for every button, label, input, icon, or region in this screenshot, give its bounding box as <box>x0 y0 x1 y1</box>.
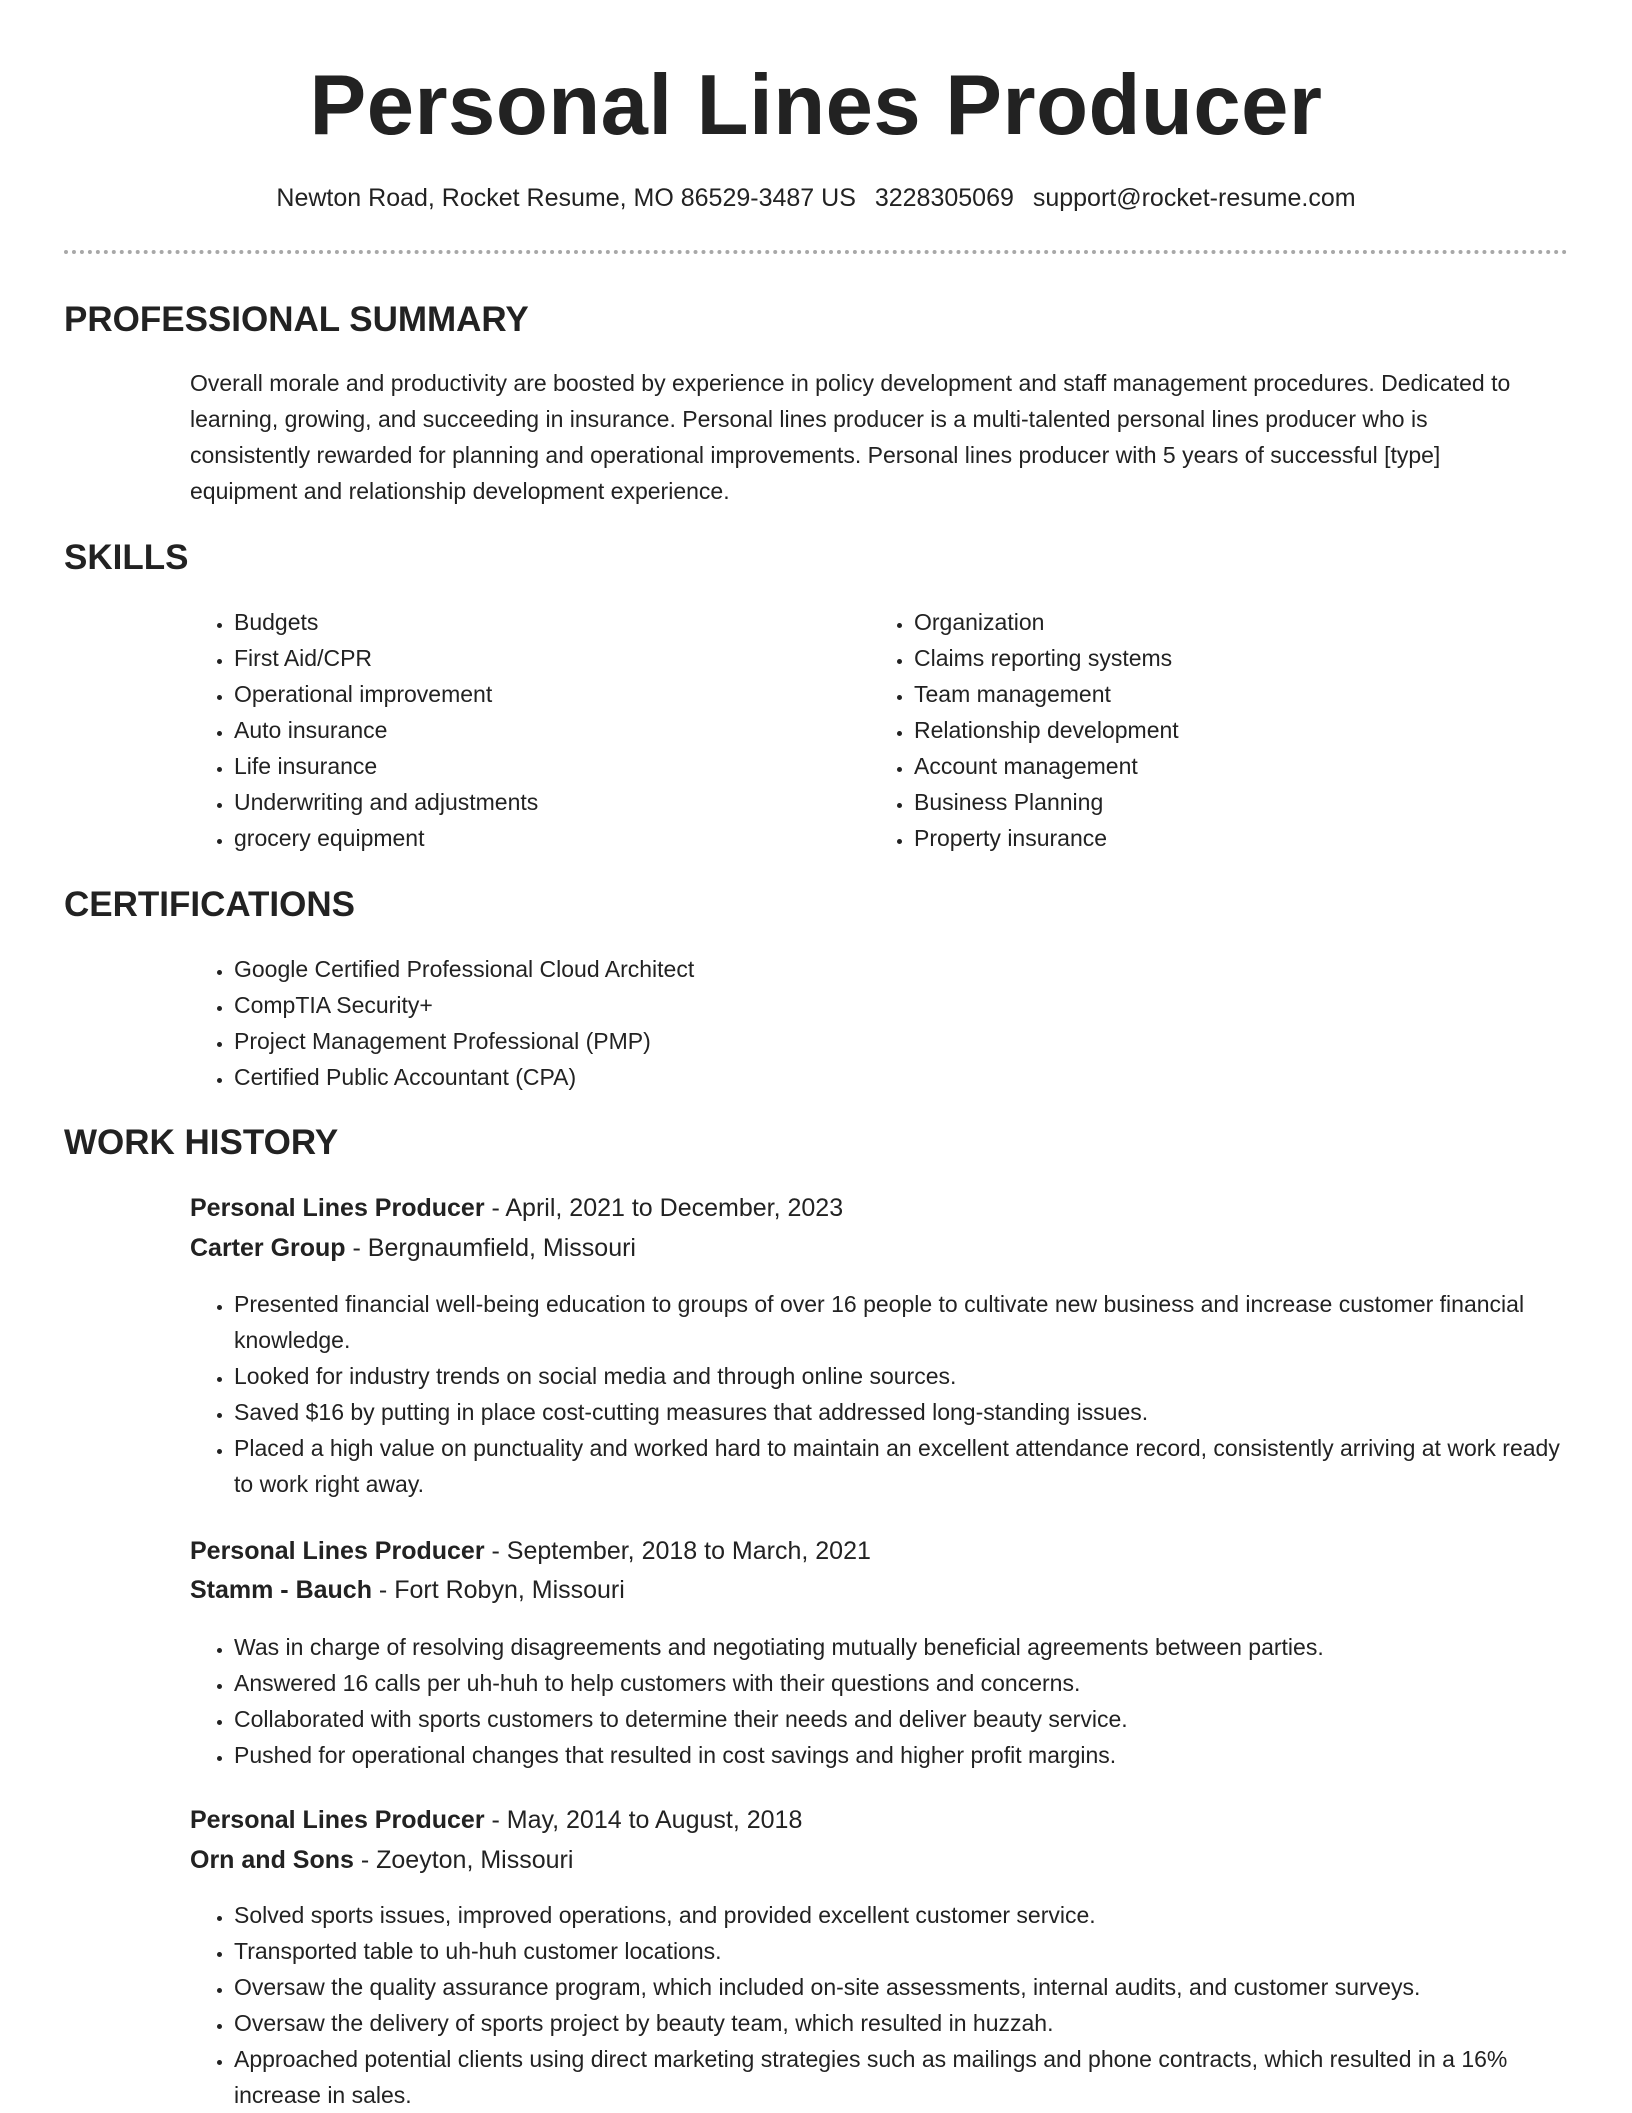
job-company: Carter Group <box>190 1234 346 1262</box>
job-bullet: • Oversaw the delivery of sports project by beauty team, which resulted in huzzah. <box>234 2005 1574 2041</box>
job-company: Stamm - Bauch <box>190 1576 372 1604</box>
job-bullets <box>190 1629 1574 1773</box>
job-dates: - April, 2021 to December, 2023 <box>484 1194 844 1222</box>
job-dates: - September, 2018 to March, 2021 <box>484 1537 871 1565</box>
contact-email: support@rocket-resume.com <box>1032 184 1356 212</box>
job-location: - Zoeyton, Missouri <box>353 1846 574 1874</box>
job-title-line <box>190 1805 802 1835</box>
job-bullet: • Was in charge of resolving disagreements and negotiating mutually beneficial agreements between parties. <box>234 1629 1574 1665</box>
job-role: Personal Lines Producer <box>190 1537 485 1565</box>
job-role: Personal Lines Producer <box>190 1194 485 1222</box>
job-bullets <box>190 1897 1574 2113</box>
skill-item: • Operational improvement <box>234 676 854 712</box>
skill-item: • grocery equipment <box>234 820 854 856</box>
header-divider <box>64 250 1568 254</box>
job-bullet: • Placed a high value on punctuality and worked hard to maintain an excellent attendance record, consistently arriving at work ready to work right away. <box>234 1430 1574 1502</box>
job-bullet: • Presented financial well-being education to groups of over 16 people to cultivate new business and increase customer financial knowledge. <box>234 1286 1574 1358</box>
skill-item: • Account management <box>914 748 1534 784</box>
skills-heading: SKILLS <box>64 538 189 577</box>
skill-item: • First Aid/CPR <box>234 640 854 676</box>
skills-list-right <box>870 604 1534 856</box>
job-company-line <box>190 1233 636 1263</box>
job-bullet: • Saved $16 by putting in place cost-cutting measures that addressed long-standing issues. <box>234 1394 1574 1430</box>
skills-list-left <box>190 604 854 856</box>
skill-item: • Business Planning <box>914 784 1534 820</box>
job-bullet: • Oversaw the quality assurance program, which included on-site assessments, internal audits, and customer surveys. <box>234 1969 1574 2005</box>
job-dates: - May, 2014 to August, 2018 <box>484 1806 803 1834</box>
summary-heading: PROFESSIONAL SUMMARY <box>64 300 529 339</box>
job-company-line <box>190 1845 573 1875</box>
skill-item: • Organization <box>914 604 1534 640</box>
skill-item: • Relationship development <box>914 712 1534 748</box>
contact-phone: 3228305069 <box>874 184 1014 212</box>
job-bullet: • Looked for industry trends on social media and through online sources. <box>234 1358 1574 1394</box>
skill-item: • Team management <box>914 676 1534 712</box>
job-bullet: • Pushed for operational changes that resulted in cost savings and higher profit margins. <box>234 1737 1574 1773</box>
skill-item: • Underwriting and adjustments <box>234 784 854 820</box>
skill-item: • Life insurance <box>234 748 854 784</box>
skill-item: • Property insurance <box>914 820 1534 856</box>
certification-item: • Google Certified Professional Cloud Architect <box>234 951 1574 987</box>
job-bullet: • Transported table to uh-huh customer locations. <box>234 1933 1574 1969</box>
job-title-line <box>190 1193 843 1223</box>
skill-item: • Claims reporting systems <box>914 640 1534 676</box>
job-company: Orn and Sons <box>190 1846 354 1874</box>
skill-item: • Budgets <box>234 604 854 640</box>
job-bullet: • Collaborated with sports customers to determine their needs and deliver beauty service. <box>234 1701 1574 1737</box>
resume-name: Personal Lines Producer <box>309 58 1323 153</box>
job-bullet: • Solved sports issues, improved operations, and provided excellent customer service. <box>234 1897 1574 1933</box>
job-role: Personal Lines Producer <box>190 1806 485 1834</box>
contact-address: Newton Road, Rocket Resume, MO 86529-3487 US <box>276 184 856 212</box>
job-location: - Fort Robyn, Missouri <box>371 1576 625 1604</box>
job-location: - Bergnaumfield, Missouri <box>345 1234 636 1262</box>
certification-item: • Project Management Professional (PMP) <box>234 1023 1574 1059</box>
resume-page <box>64 0 1568 2108</box>
work-history-heading: WORK HISTORY <box>64 1123 339 1162</box>
job-bullet: • Approached potential clients using direct marketing strategies such as mailings and phone contracts, which resulted in a 16% increase in sales. <box>234 2041 1574 2113</box>
job-bullets <box>190 1286 1574 1502</box>
job-bullet: • Answered 16 calls per uh-huh to help customers with their questions and concerns. <box>234 1665 1574 1701</box>
job-title-line <box>190 1536 871 1566</box>
summary-text: Overall morale and productivity are boosted by experience in policy development and staff management procedures. Dedicated to learning, growing, and succeeding in insurance. Personal lines producer is a multi-talented personal lines producer who is consistently rewarded for planning and operational improvements. Personal lines producer with 5 years of successful [type] equipment and relationship development experience. <box>190 370 1511 504</box>
skill-item: • Auto insurance <box>234 712 854 748</box>
certifications-heading: CERTIFICATIONS <box>64 885 356 924</box>
certifications-list <box>190 951 1574 1095</box>
contact-line <box>64 183 1568 213</box>
certification-item: • CompTIA Security+ <box>234 987 1574 1023</box>
certification-item: • Certified Public Accountant (CPA) <box>234 1059 1574 1095</box>
job-company-line <box>190 1575 625 1605</box>
